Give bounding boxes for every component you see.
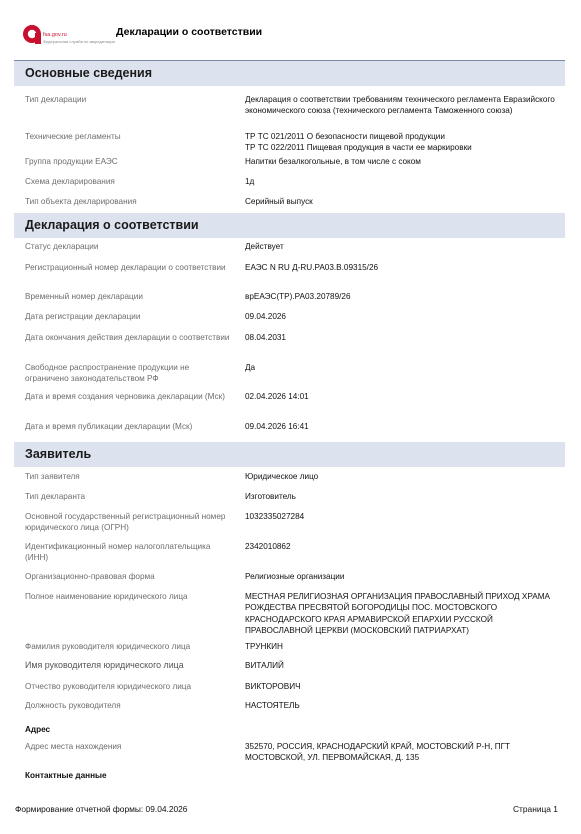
field-label: Дата регистрации декларации xyxy=(25,312,141,321)
page-title: Декларации о соответствии xyxy=(116,26,263,38)
field-value: 09.04.2026 xyxy=(245,312,286,321)
field-value: Да xyxy=(245,363,256,372)
field-label: Группа продукции ЕАЭС xyxy=(25,157,118,166)
field-value: ЕАЭС N RU Д-RU.PA03.B.09315/26 xyxy=(245,263,379,272)
field-label: Организационно-правовая форма xyxy=(25,572,155,581)
section-basic-info xyxy=(14,61,565,86)
field-value: ВИКТОРОВИЧ xyxy=(245,682,301,691)
section-title: Заявитель xyxy=(25,447,92,461)
field-value: врЕАЭС(ТР).РА03.20789/26 xyxy=(245,292,351,301)
logo-subtitle: Федеральная служба по аккредитации xyxy=(43,39,115,44)
field-value: Юридическое лицо xyxy=(245,472,319,481)
field-value: Напитки безалкогольные, в том числе с соком xyxy=(245,157,421,166)
field-value: 1д xyxy=(245,177,255,186)
field-value: Серийный выпуск xyxy=(245,197,313,206)
field-value: 1032335027284 xyxy=(245,512,305,521)
field-label: Свободное распространение продукции не ограничено законодательством РФ xyxy=(25,363,190,384)
field-value: ТРУНКИН xyxy=(245,642,283,651)
field-label: Фамилия руководителя юридического лица xyxy=(25,642,191,651)
field-label: Тип заявителя xyxy=(25,472,80,481)
report-generated-date: Формирование отчетной формы: 09.04.2026 xyxy=(15,804,188,814)
field-label: Дата окончания действия декларации о соответствии xyxy=(25,333,230,342)
field-label: Регистрационный номер декларации о соответствии xyxy=(25,263,226,272)
fsa-logo xyxy=(22,24,115,50)
field-label: Должность руководителя xyxy=(25,701,121,710)
field-label: Дата и время публикации декларации (Мск) xyxy=(25,422,193,431)
section-applicant xyxy=(14,442,565,467)
field-label: Адрес места нахождения xyxy=(25,742,122,751)
section-declaration xyxy=(14,213,565,238)
page-number: Страница 1 xyxy=(513,804,558,814)
field-value: МЕСТНАЯ РЕЛИГИОЗНАЯ ОРГАНИЗАЦИЯ ПРАВОСЛАВНЫЙ ПРИХОД ХРАМА РОЖДЕСТВА ПРЕСВЯТОЙ БОГОРОДИЦЫ ПОС. МОСТОВСКОГО КРАСНОДАРСКОГО КРАЯ АРМАВИРСКОЙ ЕПАРХИИ РУССКОЙ ПРАВОСЛАВНОЙ ЦЕРКВИ (МОСКОВСКИЙ ПАТРИАРХАТ) xyxy=(245,592,550,635)
field-value: 352570, РОССИЯ, КРАСНОДАРСКИЙ КРАЙ, МОСТОВСКИЙ Р-Н, ПГТ МОСТОВСКОЙ, УЛ. ПЕРВОМАЙСКАЯ, Д. 135 xyxy=(245,742,511,763)
field-label: Полное наименование юридического лица xyxy=(25,592,188,601)
field-value: 08.04.2031 xyxy=(245,333,286,342)
field-value: Изготовитель xyxy=(245,492,296,501)
fsa-logo-icon xyxy=(22,24,42,44)
field-value: ТР ТС 021/2011 О безопасности пищевой продукции ТР ТС 022/2011 Пищевая продукция в части ее маркировки xyxy=(245,132,472,153)
contacts-heading: Контактные данные xyxy=(25,771,107,780)
report-header xyxy=(0,0,581,55)
field-label: Тип декларанта xyxy=(25,492,86,501)
field-label: Тип декларации xyxy=(25,95,87,104)
field-value: 09.04.2026 16:41 xyxy=(245,422,309,431)
field-label: Основной государственный регистрационный номер юридического лица (ОГРН) xyxy=(25,512,226,533)
field-label: Схема декларирования xyxy=(25,177,115,186)
field-label: Имя руководителя юридического лица xyxy=(25,660,184,670)
field-label: Дата и время создания черновика декларации (Мск) xyxy=(25,392,225,401)
field-label: Идентификационный номер налогоплательщика (ИНН) xyxy=(25,542,211,563)
field-value: Религиозные организации xyxy=(245,572,345,581)
field-value: 2342010862 xyxy=(245,542,291,551)
field-label: Технические регламенты xyxy=(25,132,121,141)
field-value: НАСТОЯТЕЛЬ xyxy=(245,701,300,710)
section-title: Декларация о соответствии xyxy=(25,218,199,232)
field-value: Декларация о соответствии требованиям технического регламента Евразийского экономического союза (технического регламента Таможенного союза) xyxy=(245,95,555,116)
field-label: Отчество руководителя юридического лица xyxy=(25,682,192,691)
field-value: 02.04.2026 14:01 xyxy=(245,392,309,401)
section-title: Основные сведения xyxy=(25,66,153,80)
address-heading: Адрес xyxy=(25,725,51,734)
field-label: Тип объекта декларирования xyxy=(25,197,137,206)
field-value: ВИТАЛИЙ xyxy=(245,661,284,670)
field-label: Статус декларации xyxy=(25,242,99,251)
logo-name: fsa.gov.ru xyxy=(43,32,67,38)
field-value: Действует xyxy=(245,242,284,251)
field-label: Временный номер декларации xyxy=(25,292,143,301)
